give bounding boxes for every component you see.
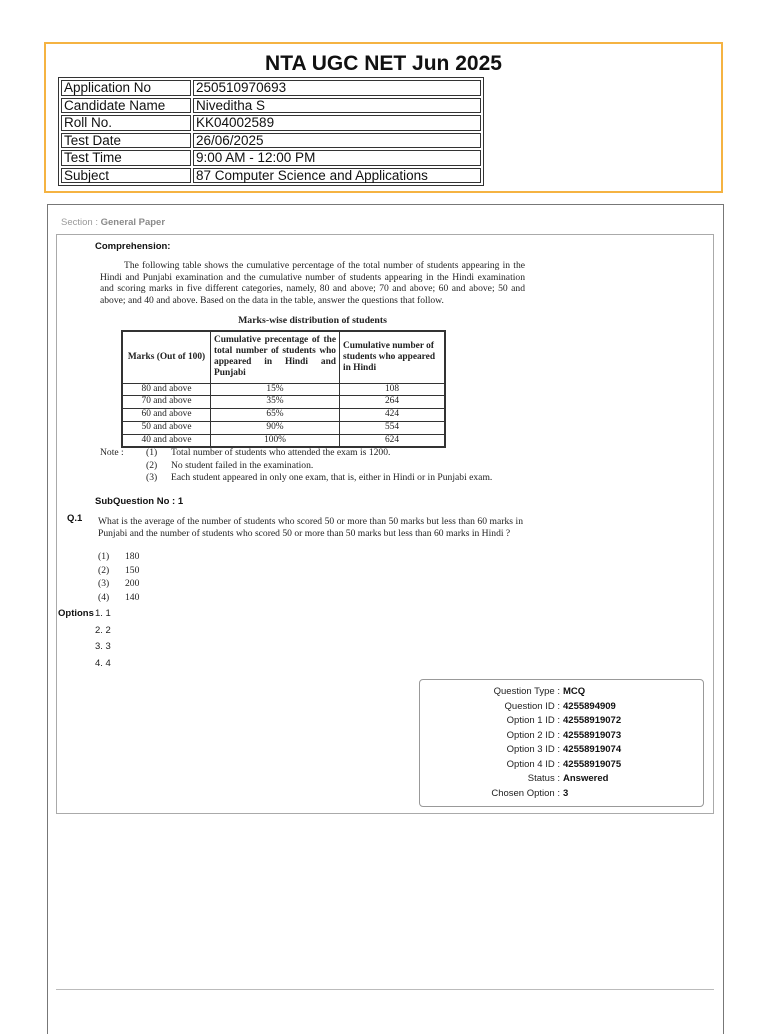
table-row xyxy=(61,150,481,166)
test-time-label: Test Time xyxy=(61,150,191,166)
table-row xyxy=(122,383,445,396)
table-row xyxy=(122,409,445,422)
choice-text: 180 xyxy=(125,551,140,562)
meta-key: Question Type : xyxy=(493,686,560,697)
meta-value: 4255894909 xyxy=(563,700,616,712)
meta-value: 42558919075 xyxy=(563,758,622,770)
table-row xyxy=(122,434,445,447)
table-row xyxy=(61,168,481,184)
table-cell: 264 xyxy=(340,396,446,409)
choice-number: (3) xyxy=(98,578,110,589)
column-header-cumulative-number: Cumulative number of students who appeared in Hindi xyxy=(340,331,446,383)
note-text: Total number of students who attended the exam is 1200. xyxy=(171,447,391,458)
option-item: 2. 2 xyxy=(95,625,111,636)
table-cell: 60 and above xyxy=(122,409,211,422)
choice-number: (4) xyxy=(98,591,110,603)
test-date-value: 26/06/2025 xyxy=(193,133,481,149)
section-prefix: Section : xyxy=(61,217,101,228)
candidate-header xyxy=(44,42,723,193)
meta-key: Question ID : xyxy=(504,700,560,712)
answer-choice xyxy=(98,564,139,577)
table-cell: 70 and above xyxy=(122,396,211,409)
section-heading xyxy=(61,217,165,228)
subquestion-label: SubQuestion No : 1 xyxy=(95,496,184,507)
table-cell: 108 xyxy=(340,383,446,396)
roll-no-value: KK04002589 xyxy=(193,115,481,131)
table-title: Marks-wise distribution of students xyxy=(238,315,387,326)
note-text: Each student appeared in only one exam, that is, either in Hindi or in Punjabi exam. xyxy=(171,472,493,483)
column-header-marks: Marks (Out of 100) xyxy=(122,331,211,383)
option-item: 1. 1 xyxy=(95,608,111,619)
meta-key: Chosen Option : xyxy=(491,787,560,799)
option-1-id-row xyxy=(419,714,704,729)
option-item: 3. 3 xyxy=(95,641,111,652)
meta-key: Option 3 ID : xyxy=(506,744,560,755)
subject-label: Subject xyxy=(61,168,191,184)
table-row xyxy=(61,98,481,114)
column-header-cumulative-percentage: Cumulative precentage of the total number of students who appeared in Hindi and Punjabi xyxy=(211,331,340,383)
table-cell: 65% xyxy=(211,409,340,422)
choice-number: (2) xyxy=(98,564,110,576)
test-date-label: Test Date xyxy=(61,133,191,149)
options-label: Options xyxy=(58,608,94,619)
page-title: NTA UGC NET Jun 2025 xyxy=(265,52,502,75)
question-text: What is the average of the number of students who scored 50 or more than 50 marks but less than 60 marks in Punjabi and the number of students who scored 50 or more than 50 marks but less than 60 marks in Hindi ? xyxy=(98,516,523,539)
meta-value: 42558919073 xyxy=(563,729,622,741)
choice-text: 200 xyxy=(125,578,140,589)
roll-no-label: Roll No. xyxy=(61,115,191,131)
table-cell: 554 xyxy=(340,421,446,434)
table-cell: 40 and above xyxy=(122,434,211,447)
application-no-value: 250510970693 xyxy=(193,80,481,96)
application-no-label: Application No xyxy=(61,80,191,96)
candidate-name-label: Candidate Name xyxy=(61,98,191,114)
meta-value: 42558919074 xyxy=(563,744,622,755)
status-value: Answered xyxy=(563,773,609,784)
question-id-row xyxy=(419,700,704,715)
status-row xyxy=(419,772,704,787)
meta-key: Option 1 ID : xyxy=(506,715,560,726)
note-number: (1) xyxy=(146,447,158,458)
choice-text: 140 xyxy=(125,591,140,603)
table-row xyxy=(61,80,481,96)
table-cell: 100% xyxy=(211,434,340,447)
chosen-option-value: 3 xyxy=(563,787,569,799)
table-row xyxy=(122,421,445,434)
note-number: (3) xyxy=(146,472,158,483)
test-time-value: 9:00 AM - 12:00 PM xyxy=(193,150,481,166)
candidate-info-table xyxy=(58,77,484,186)
meta-key: Option 4 ID : xyxy=(506,758,560,770)
meta-value: MCQ xyxy=(563,686,586,697)
question-number: Q.1 xyxy=(67,513,83,524)
divider xyxy=(56,989,714,990)
note-number: (2) xyxy=(146,459,158,471)
note-text: No student failed in the examination. xyxy=(171,459,314,471)
option-2-id-row xyxy=(419,729,704,744)
meta-key: Option 2 ID : xyxy=(506,729,560,741)
table-header-row xyxy=(122,331,445,383)
table-cell: 80 and above xyxy=(122,383,211,396)
comprehension-paragraph: The following table shows the cumulative percentage of the total number of students appearing in the Hindi and Punjabi examination and the cumulative number of students appearing in the Hindi examination and scoring marks in five different categories, namely, 80 and above; 70 and above; 60 and above; 50 and above; and 40 and above. Based on the data in the table, answer the questions that follow. xyxy=(100,260,525,306)
choice-number: (1) xyxy=(98,551,110,562)
option-item: 4. 4 xyxy=(95,658,111,669)
comprehension-label: Comprehension: xyxy=(95,241,171,252)
table-cell: 35% xyxy=(211,396,340,409)
candidate-name-value: Niveditha S xyxy=(193,98,481,114)
section-name: General Paper xyxy=(100,217,166,228)
table-cell: 624 xyxy=(340,434,446,447)
table-cell: 90% xyxy=(211,421,340,434)
option-3-id-row xyxy=(419,743,704,758)
note-label: Note : xyxy=(100,447,124,458)
answer-choice xyxy=(98,550,139,563)
table-cell: 424 xyxy=(340,409,446,422)
table-row xyxy=(61,115,481,131)
answer-choice xyxy=(98,577,139,590)
table-row xyxy=(61,133,481,149)
answer-choice xyxy=(98,591,139,604)
choice-text: 150 xyxy=(125,564,140,576)
marks-distribution-table xyxy=(121,330,446,448)
subject-value: 87 Computer Science and Applications xyxy=(193,168,481,184)
table-cell: 50 and above xyxy=(122,421,211,434)
meta-value: 42558919072 xyxy=(563,715,622,726)
option-4-id-row xyxy=(419,758,704,773)
question-type-row xyxy=(419,685,704,700)
chosen-option-row xyxy=(419,787,704,802)
table-cell: 15% xyxy=(211,383,340,396)
table-row xyxy=(122,396,445,409)
meta-key: Status : xyxy=(527,773,560,784)
